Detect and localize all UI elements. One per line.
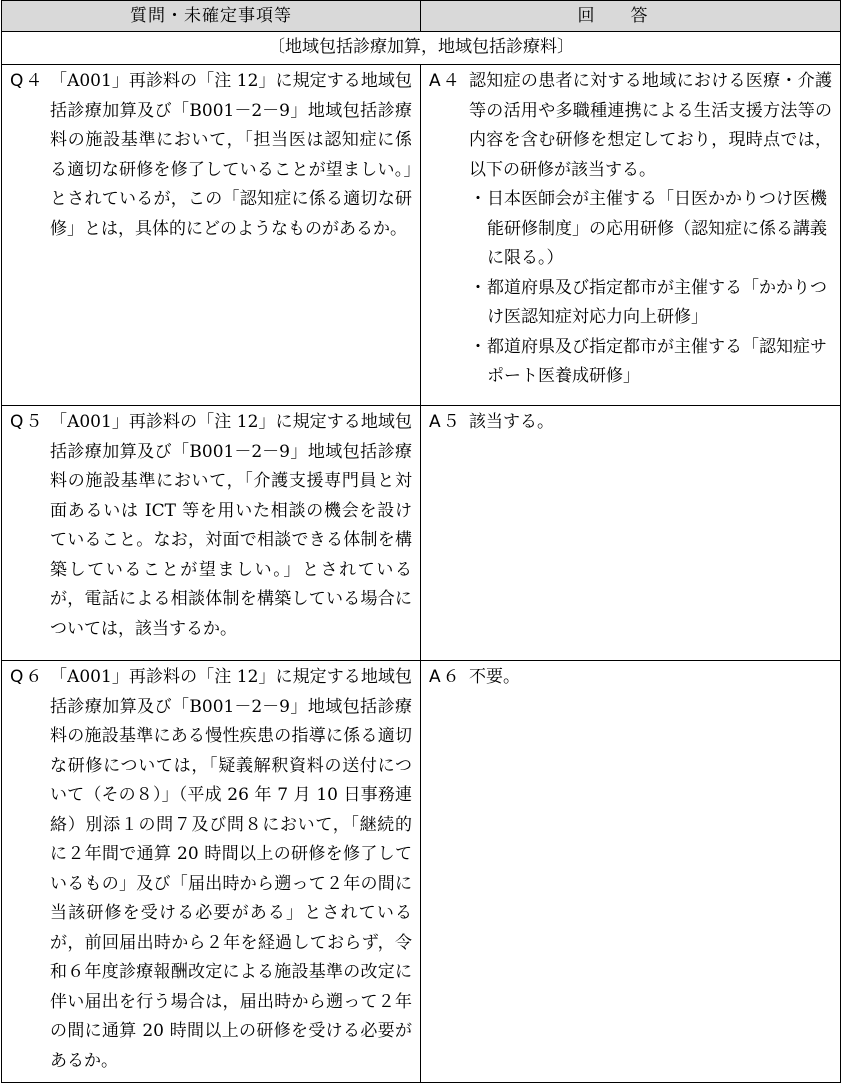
section-row: [2, 32, 841, 65]
bullet-mark: ・: [469, 277, 487, 298]
list-item: [469, 333, 832, 392]
bullet-mark: ・: [469, 336, 487, 357]
question-column-header: 質問・未確定事項等: [2, 1, 421, 32]
answer-number: A４: [429, 71, 462, 91]
question-text: 「A001」再診料の「注 12」に規定する地域包括診療加算及び「B001－2－9」地域包括診療料の施設基準において，「担当医は認知症に係る適切な研修を修了していることが望ましい。」とされているが，この「認知症に係る適切な研修」とは，具体的にどのようなものがあるか。: [50, 71, 412, 239]
answer-body: [469, 663, 832, 693]
bullet-mark: ・: [469, 189, 487, 209]
question-text: 「A001」再診料の「注 12」に規定する地域包括診療加算及び「B001－2－9」地域包括診療料の施設基準において，「介護支援専門員と対面あるいは ICT 等を用いた相談の機会を設けていること。なお，対面で相談できる体制を構築していることが望ましい。」とされているが，電話による相談体制を構築している場合については，該当するか。: [50, 412, 412, 639]
answer-bullet-list: [469, 185, 832, 392]
answer-cell: [421, 65, 841, 406]
answer-text: 該当する。: [469, 412, 554, 432]
qa-row: [2, 65, 841, 406]
section-title: 〔地域包括診療加算，地域包括診療料〕: [2, 32, 841, 65]
qa-row: [2, 406, 841, 661]
qa-table: [1, 0, 841, 1083]
bullet-text: 都道府県及び指定都市が主催する「かかりつけ医認知症対応力向上研修」: [487, 277, 827, 327]
answer-cell: [421, 661, 841, 1083]
answer-number: A５: [429, 412, 462, 432]
question-cell: [2, 406, 421, 661]
answer-item: [421, 406, 840, 444]
answer-cell: [421, 406, 841, 661]
answer-item: [421, 661, 840, 699]
list-item: [469, 274, 832, 333]
question-number: Q６: [10, 667, 45, 687]
answer-body: [469, 408, 832, 438]
answer-item: [421, 65, 840, 398]
qa-row: [2, 661, 841, 1083]
answer-number: A６: [429, 667, 462, 687]
answer-text: 不要。: [469, 667, 520, 687]
question-cell: [2, 661, 421, 1083]
question-number: Q５: [10, 412, 45, 432]
question-text: 「A001」再診料の「注 12」に規定する地域包括診療加算及び「B001－2－9」地域包括診療料の施設基準にある慢性疾患の指導に係る適切な研修については，「疑義解釈資料の送付について（その８）」（平成 26 年 7 月 10 日事務連絡）別添１の問７及び問８において，「継続的に２年間で通算 20 時間以上の研修を修了しているもの」及び「届出時から遡って２年の間に当該研修を受ける必要がある」とされているが，前回届出時から２年を経過しておらず，令和６年度診療報酬改定による施設基準の改定に伴い届出を行う場合は，届出時から遡って２年の間に通算 20 時間以上の研修を受ける必要があるか。: [50, 667, 412, 1071]
list-item: [469, 185, 832, 274]
header-row: [2, 1, 841, 32]
question-item: [2, 406, 420, 650]
bullet-text: 日本医師会が主催する「日医かかりつけ医機能研修制度」の応用研修（認知症に係る講義に限る。）: [487, 189, 827, 268]
question-number: Q４: [10, 71, 45, 91]
answer-column-header: 回答: [421, 1, 841, 32]
answer-text: 認知症の患者に対する地域における医療・介護等の活用や多職種連携による生活支援方法等の内容を含む研修を想定しており，現時点では，以下の研修が該当する。: [469, 71, 832, 180]
bullet-text: 都道府県及び指定都市が主催する「認知症サポート医養成研修」: [487, 336, 827, 386]
question-item: [2, 661, 420, 1082]
answer-body: [469, 67, 832, 392]
question-item: [2, 65, 420, 250]
question-cell: [2, 65, 421, 406]
